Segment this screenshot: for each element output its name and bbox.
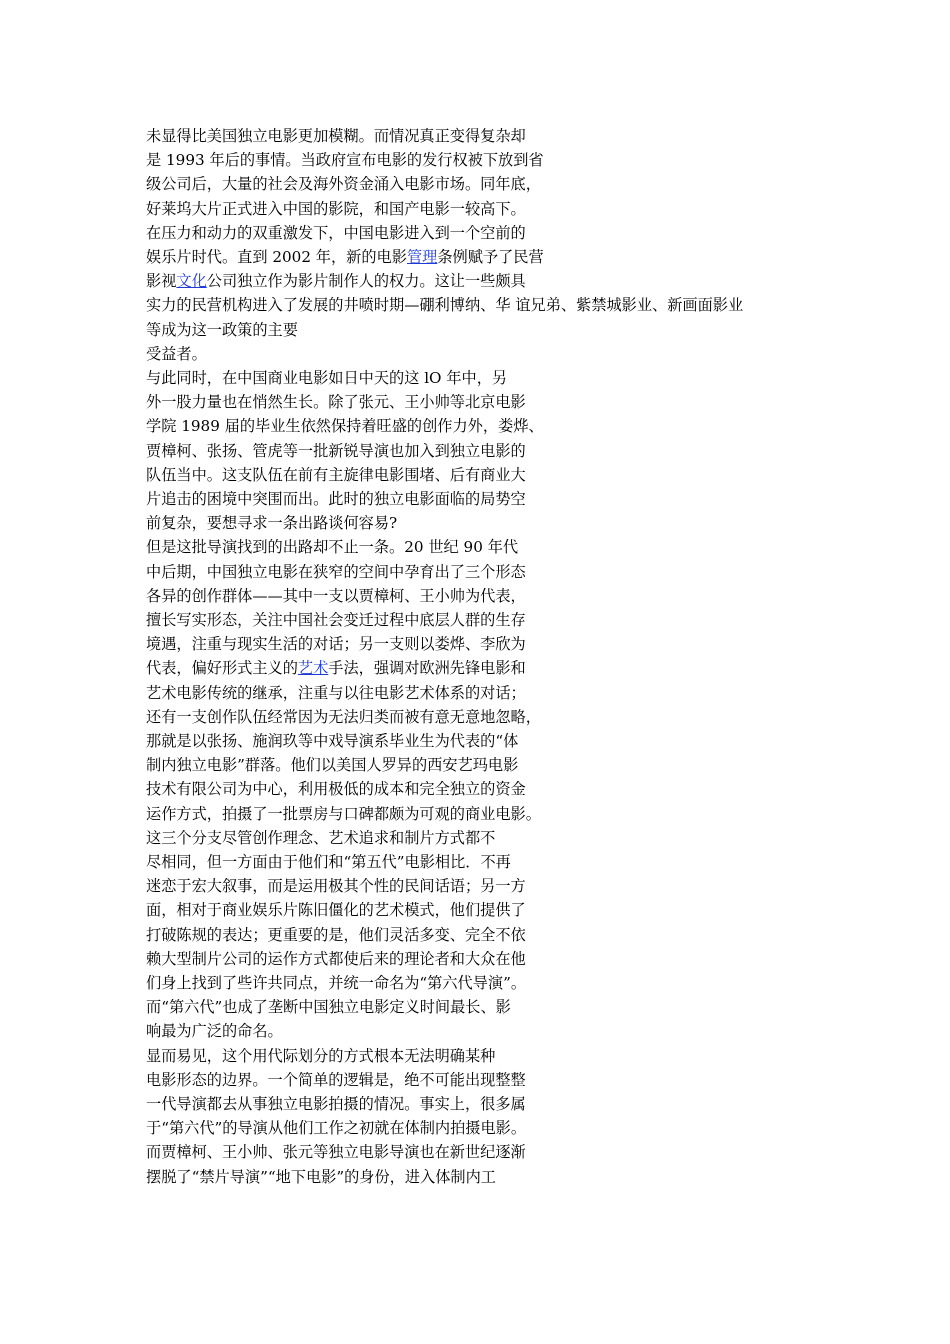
- text-segment: 尽相同，但一方面由于他们和“第五代”电影相比．不再: [146, 853, 511, 871]
- text-segment: 艺术电影传统的继承，注重与以往电影艺术体系的对话；: [146, 683, 526, 702]
- text-segment: 运作方式，拍摄了一批票房与口碑都颇为可观的商业电影。: [146, 804, 541, 823]
- text-segment: 技术有限公司为中心，利用极低的成本和完全独立的资金: [146, 780, 526, 799]
- text-line: [146, 584, 526, 608]
- text-segment: 赖大型制片公司的运作方式都使后来的理论者和大众在他: [146, 949, 526, 968]
- text-line: [146, 1019, 283, 1043]
- text-line: [146, 414, 544, 438]
- text-line: [146, 511, 397, 535]
- text-segment: 片追击的困境中突围而出。此时的独立电影面临的局势空: [146, 490, 526, 508]
- inline-link[interactable]: 文化: [176, 272, 207, 291]
- text-line: [146, 1116, 526, 1140]
- text-line: [146, 197, 526, 221]
- text-segment: 显而易见，这个用代际划分的方式根本无法明确某种: [146, 1046, 496, 1065]
- text-line: [146, 995, 511, 1019]
- text-line: [146, 777, 526, 801]
- inline-link[interactable]: 艺术: [297, 659, 329, 678]
- text-line: [146, 463, 526, 487]
- text-line: [146, 1140, 526, 1164]
- text-line: [146, 1044, 495, 1068]
- text-segment: 学院 1989 届的毕业生依然保持着旺盛的创作力外，娄烨、: [146, 417, 544, 436]
- text-segment: 队伍当中。这支队伍在前有主旋律电影围堵、后有商业大: [146, 465, 526, 484]
- text-segment: 公司独立作为影片制作人的权力。这让一些颇具: [206, 272, 526, 291]
- text-segment: 手法，强调对欧洲先锋电影和: [328, 659, 526, 678]
- text-line: [146, 971, 526, 995]
- text-line: [146, 148, 544, 172]
- text-segment: 影视: [146, 272, 177, 291]
- text-line: [146, 560, 526, 584]
- text-segment: 外一股力量也在悄然生长。除了张元、王小帅等北京电影: [146, 393, 526, 412]
- inline-link[interactable]: 管理: [406, 248, 438, 266]
- text-segment: 在压力和动力的双重激发下，中国电影进入到一个空前的: [146, 223, 526, 242]
- text-segment: 但是这批导演找到的出路却不止一条。20 世纪 90 年代: [146, 538, 519, 557]
- text-line: [146, 656, 526, 680]
- text-segment: 好莱坞大片正式进入中国的影院，和国产电影一较高下。: [146, 199, 526, 218]
- text-line: [146, 826, 495, 850]
- text-line: [146, 293, 743, 317]
- text-segment: 实力的民营机构进入了发展的井喷时期—硼利博纳、华 谊兄弟、紫禁城影业、新画面影业: [146, 296, 744, 315]
- text-line: [146, 898, 526, 922]
- text-segment: 制内独立电影”群落。他们以美国人罗异的西安艺玛电影: [146, 756, 519, 775]
- text-segment: 级公司后，大量的社会及海外资金涌入电影市场。同年底，: [146, 175, 541, 194]
- text-line: [146, 535, 518, 559]
- text-segment: 还有一支创作队伍经常因为无法归类而被有意无意地忽略，: [146, 707, 541, 726]
- text-line: [146, 802, 541, 826]
- text-segment: 等成为这一政策的主要: [146, 320, 298, 339]
- text-segment: 摆脱了“禁片导演”“地下电影”的身份，进入体制内工: [146, 1167, 496, 1186]
- text-line: [146, 1092, 526, 1116]
- text-segment: 而贾樟柯、王小帅、张元等独立电影导演也在新世纪逐渐: [146, 1143, 526, 1162]
- text-segment: 未显得比美国独立电影更加模糊。而情况真正变得复杂却: [146, 127, 526, 145]
- text-segment: 是 1993 年后的事情。当政府宣布电影的发行权被下放到省: [146, 151, 544, 170]
- text-line: [146, 874, 526, 898]
- text-line: [146, 366, 507, 390]
- text-segment: 与此同时，在中国商业电影如日中天的这 lO 年中，另: [146, 369, 508, 387]
- text-line: [146, 439, 526, 463]
- text-line: [146, 172, 541, 196]
- text-segment: 那就是以张扬、施润玖等中戏导演系毕业生为代表的“体: [146, 732, 519, 750]
- text-line: [146, 1165, 496, 1189]
- text-line: [146, 390, 526, 414]
- text-segment: 迷恋于宏大叙事，而是运用极其个性的民间话语；另一方: [146, 877, 526, 896]
- text-line: [146, 632, 526, 656]
- text-segment: 贾樟柯、张扬、管虎等一批新锐导演也加入到独立电影的: [146, 441, 526, 460]
- text-line: [146, 124, 526, 148]
- text-line: [146, 608, 526, 632]
- text-line: [146, 318, 298, 342]
- text-line: [146, 705, 541, 729]
- text-segment: 而“第六代”也成了垄断中国独立电影定义时间最长、影: [146, 998, 511, 1017]
- text-line: [146, 487, 526, 511]
- text-segment: 受益者。: [146, 344, 207, 363]
- text-segment: 这三个分支尽管创作理念、艺术追求和制片方式都不: [146, 828, 496, 847]
- text-line: [146, 1068, 526, 1092]
- text-line: [146, 947, 526, 971]
- text-segment: 擅长写实形态，关注中国社会变迁过程中底层人群的生存: [146, 611, 526, 629]
- text-segment: 面，相对于商业娱乐片陈旧僵化的艺术模式，他们提供了: [146, 901, 526, 920]
- text-segment: 们身上找到了些许共同点，并统一命名为“第六代导演”。: [146, 974, 527, 992]
- text-segment: 中后期，中国独立电影在狭窄的空间中孕育出了三个形态: [146, 562, 526, 581]
- text-line: [146, 753, 518, 777]
- text-segment: 电影形态的边界。一个简单的逻辑是，绝不可能出现整整: [146, 1070, 526, 1089]
- text-segment: 条例赋予了民营: [437, 248, 544, 266]
- text-line: [146, 221, 526, 245]
- text-segment: 于“第六代”的导演从他们工作之初就在体制内拍摄电影。: [146, 1119, 527, 1138]
- text-segment: 境遇，注重与现实生活的对话；另一支则以娄烨、李欣为: [146, 635, 526, 654]
- text-segment: 代表，偏好形式主义的: [146, 659, 298, 678]
- text-line: [146, 245, 544, 269]
- text-segment: 前复杂，要想寻求一条出路谈何容易?: [146, 514, 398, 533]
- text-line: [146, 342, 207, 366]
- text-line: [146, 850, 511, 874]
- text-segment: 一代导演都去从事独立电影拍摄的情况。事实上，很多属: [146, 1095, 526, 1113]
- text-segment: 响最为广泛的命名。: [146, 1022, 283, 1041]
- text-line: [146, 729, 518, 753]
- text-segment: 娱乐片时代。直到 2002 年，新的电影: [146, 248, 407, 266]
- text-segment: 各异的创作群体——其中一支以贾樟柯、王小帅为代表，: [146, 586, 526, 605]
- text-line: [146, 923, 526, 947]
- text-line: [146, 269, 526, 293]
- text-segment: 打破陈规的表达；更重要的是，他们灵活多变、完全不依: [146, 925, 526, 944]
- text-line: [146, 681, 526, 705]
